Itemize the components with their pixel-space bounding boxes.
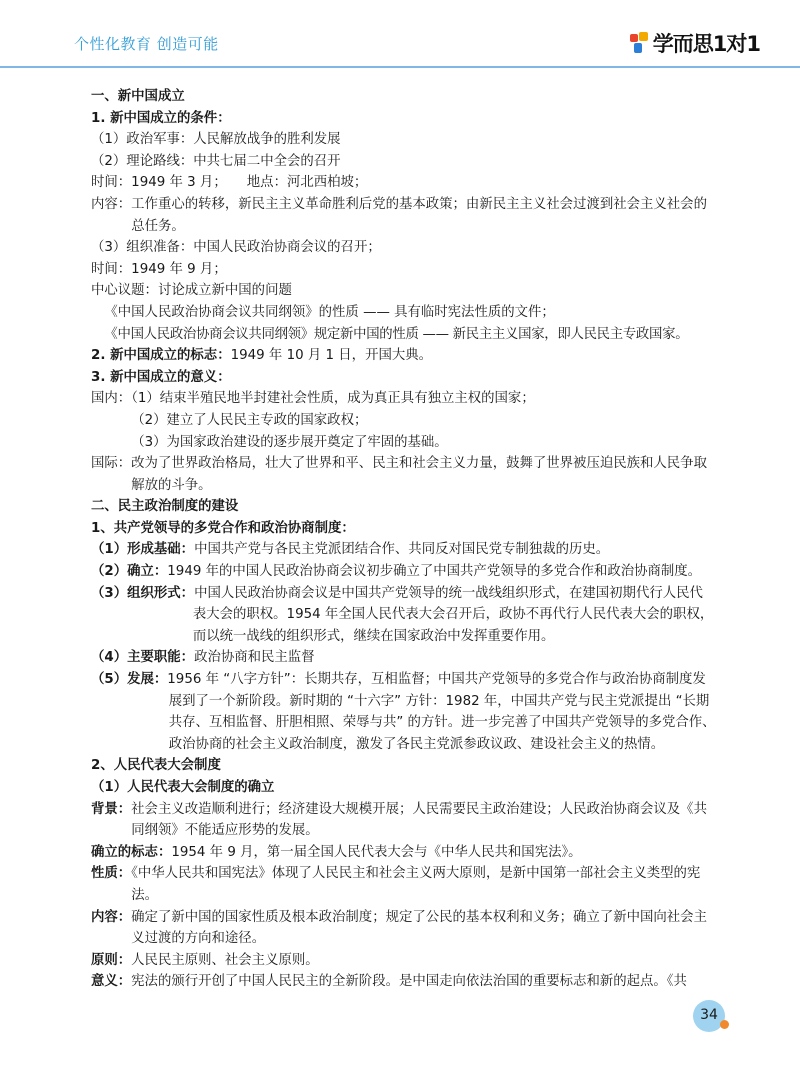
text-span: 1954 年 9 月，第一届全国人民代表大会与《中华人民共和国宪法》。 — [171, 844, 582, 860]
text-span: 中国人民政治协商会议是中国共产党领导的统一战线组织形式，在建国初期代行人民代表大会的职权。1954 年全国人民代表大会召开后，政协不再代行人民代表大会的职权，而以统一战线的组织形式，继续在国家政治中发挥重要作用。 — [192, 585, 714, 644]
text-span: 1949 年 10 月 1 日，开国大典。 — [230, 348, 433, 364]
text-span: 宪法的颁行开创了中国人民民主的全新阶段。是中国走向依法治国的重要标志和新的起点。《共 — [131, 974, 687, 990]
text-line — [91, 863, 716, 906]
brand-logo — [630, 28, 760, 58]
label: 2. 新中国成立的标志： — [91, 348, 231, 364]
label: （3）组织形式： — [91, 585, 195, 601]
text-line — [91, 669, 716, 755]
text-line — [91, 561, 716, 583]
text-line: （3）组织准备：中国人民政治协商会议的召开； — [91, 240, 381, 256]
text-line: 国内：（1）结束半殖民地半封建社会性质，成为真正具有独立主权的国家； — [91, 391, 535, 407]
text-line — [91, 907, 716, 950]
text-line: （2）理论路线：中共七届二中全会的召开 — [91, 153, 341, 169]
header-divider — [0, 66, 800, 68]
page-header — [0, 0, 800, 68]
text-span: 1956 年 “八字方针”：长期共存，互相监督；中国共产党领导的多党合作与政治协商制度发展到了一个新阶段。新时期的 “十六字” 方针：1982 年，中国共产党与民主党派提出 “长期共存、互相监督、肝胆相照、荣辱与共” 的方针。进一步完善了中国共产党领导的多党合作、政治协商的社会主义政治制度，激发了各民主党派参政议政、建设社会主义的热情。 — [167, 672, 716, 752]
label: （1）形成基础： — [91, 542, 195, 558]
label: 内容： — [91, 909, 132, 925]
label: （5）发展： — [91, 672, 168, 688]
text-line: 内容：工作重心的转移，新民主主义革命胜利后党的基本政策；由新民主主义社会过渡到社会主义社会的总任务。 — [91, 196, 707, 234]
label: 意义： — [91, 974, 132, 990]
subsection-heading: 2、人民代表大会制度 — [91, 758, 221, 774]
subsection-heading: 1. 新中国成立的条件： — [91, 110, 231, 126]
text-line — [91, 971, 716, 993]
text-line: （1）政治军事：人民解放战争的胜利发展 — [91, 132, 341, 148]
section-heading: 二、民主政治制度的建设 — [91, 499, 239, 515]
text-span: 中国共产党与各民主党派团结合作、共同反对国民党专制独裁的历史。 — [194, 542, 610, 558]
text-line — [91, 539, 716, 561]
text-line: 时间：1949 年 3 月； 地点：河北西柏坡； — [91, 175, 368, 191]
text-line: 《中国人民政治协商会议共同纲领》规定新中国的性质 —— 新民主主义国家，即人民民主专政国家。 — [104, 326, 689, 342]
document-body — [91, 86, 716, 993]
text-span: 《中华人民共和国宪法》体现了人民民主和社会主义两大原则，是新中国第一部社会主义类型的宪法。 — [131, 866, 701, 903]
text-line — [91, 345, 716, 367]
header-slogan: 个性化教育 创造可能 — [74, 35, 219, 53]
subsection-heading: 3. 新中国成立的意义： — [91, 369, 231, 385]
page-number: 34 — [700, 1007, 718, 1023]
label: 性质： — [91, 866, 132, 882]
text-line: 国际：改为了世界政治格局，壮大了世界和平、民主和社会主义力量，鼓舞了世界被压迫民族和人民争取解放的斗争。 — [91, 456, 707, 493]
label: 背景： — [91, 801, 132, 817]
text-line — [91, 799, 716, 842]
text-span: 社会主义改造顺利进行；经济建设大规模开展；人民需要民主政治建设；人民政治协商会议及《共同纲领》不能适应形势的发展。 — [131, 801, 707, 839]
label: （4）主要职能： — [91, 650, 195, 666]
brand-logo-icon — [630, 32, 650, 54]
section-heading: 一、新中国成立 — [91, 89, 185, 104]
text-line: 《中国人民政治协商会议共同纲领》的性质 —— 具有临时宪法性质的文件； — [104, 304, 555, 320]
text-span: 1949 年的中国人民政治协商会议初步确立了中国共产党领导的多党合作和政治协商制度。 — [167, 564, 702, 580]
subsection-heading: （1）人民代表大会制度的确立 — [91, 780, 275, 795]
label: （2）确立： — [91, 564, 168, 580]
label: 确立的标志： — [91, 844, 172, 860]
brand-name: 学而思1对1 — [652, 32, 760, 56]
text-line — [91, 647, 716, 669]
text-line: 时间：1949 年 9 月； — [91, 261, 227, 277]
text-line — [91, 950, 716, 972]
page-badge-icon — [693, 1000, 727, 1034]
text-line: 中心议题：讨论成立新中国的问题 — [91, 283, 292, 299]
label: 原则： — [91, 952, 132, 968]
text-span: 人民民主原则、社会主义原则。 — [131, 952, 319, 968]
text-line: （3）为国家政治建设的逐步展开奠定了牢固的基础。 — [131, 434, 448, 450]
text-span: 确定了新中国的国家性质及根本政治制度；规定了公民的基本权利和义务；确立了新中国向社会主义过渡的方向和途径。 — [131, 909, 707, 947]
text-span: 政治协商和民主监督 — [194, 650, 315, 666]
subsection-heading: 1、共产党领导的多党合作和政治协商制度： — [91, 520, 355, 536]
text-line — [91, 583, 716, 648]
text-line: （2）建立了人民民主专政的国家政权； — [131, 412, 368, 428]
text-line — [91, 842, 716, 864]
